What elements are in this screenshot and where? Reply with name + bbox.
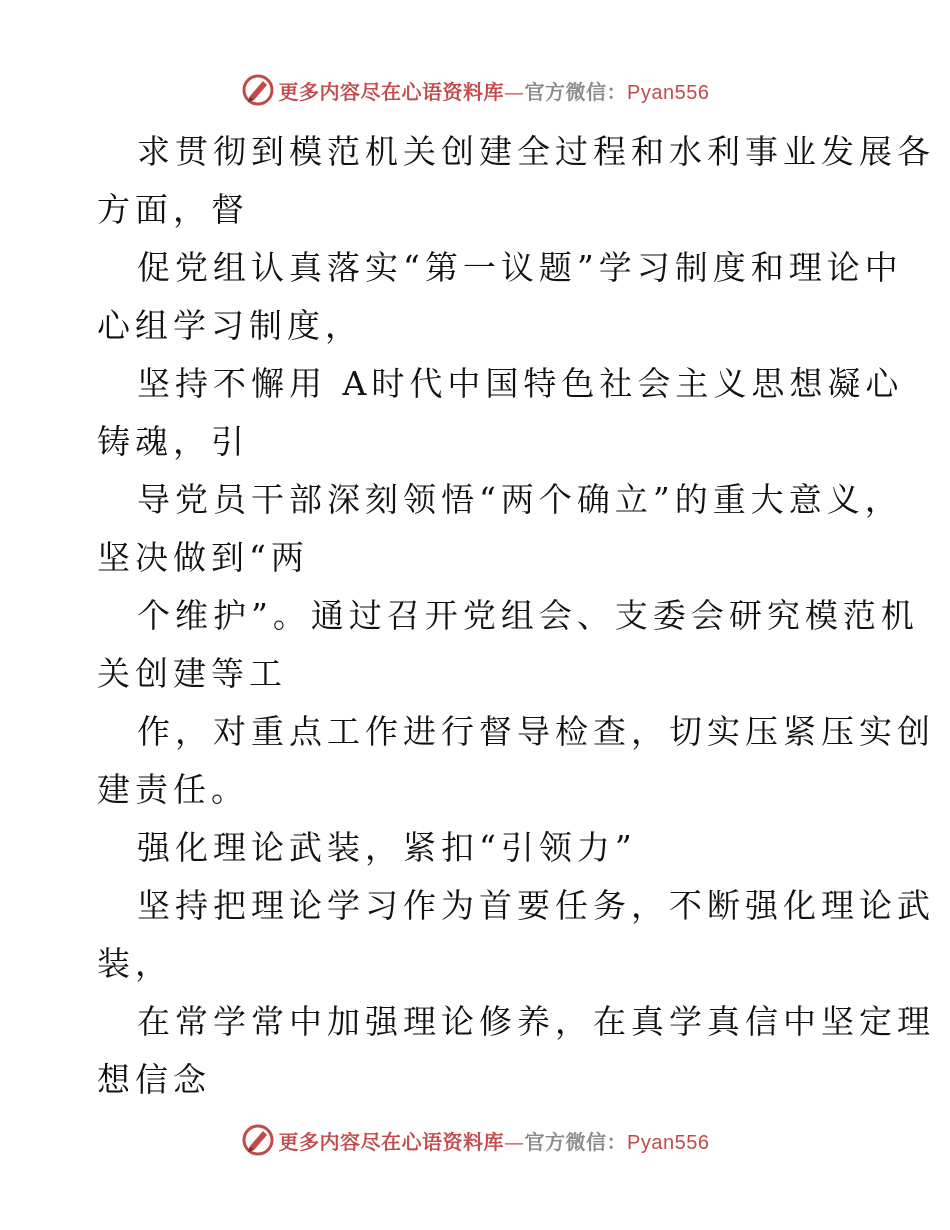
body-line: 求贯彻到模范机关创建全过程和水利事业发展各: [137, 132, 935, 171]
body-line: 坚持不懈用 A时代中国特色社会主义思想凝心: [137, 364, 904, 403]
header-banner: [0, 70, 950, 110]
header-slogan: [279, 76, 710, 105]
section-heading: 强化理论武装，紧扣“引领力”: [137, 828, 637, 867]
body-line: 建责任。: [97, 770, 249, 809]
body-line: 方面，督: [97, 190, 249, 229]
pen-logo-icon: [241, 73, 275, 107]
body-line: 想信念: [97, 1060, 211, 1099]
footer-slogan-main: 更多内容尽在心语资料库: [278, 1129, 505, 1154]
header-wechat-id: Pyan556: [627, 81, 710, 104]
body-line: 导党员干部深刻领悟“两个确立”的重大意义，: [137, 480, 903, 519]
body-line: 作，对重点工作进行督导检查，切实压紧压实创: [137, 712, 935, 751]
body-line: 在常学常中加强理论修养，在真学真信中坚定理: [137, 1002, 935, 1041]
body-line: 坚决做到“两: [97, 538, 309, 577]
body-line: 装，: [97, 944, 173, 983]
header-slogan-main: 更多内容尽在心语资料库: [278, 79, 505, 104]
header-slogan-wechat: 官方微信：: [524, 79, 628, 104]
body-line: 个维护”。通过召开党组会、支委会研究模范机: [137, 596, 919, 635]
pen-logo-icon: [241, 1123, 275, 1157]
footer-wechat-id: Pyan556: [627, 1131, 710, 1154]
footer-slogan-dash: —: [504, 1129, 525, 1154]
document-body: [97, 123, 935, 1109]
body-line: 关创建等工: [97, 654, 287, 693]
body-line: 坚持把理论学习作为首要任务，不断强化理论武: [137, 886, 935, 925]
header-slogan-dash: —: [504, 79, 525, 104]
footer-slogan: [279, 1126, 710, 1155]
body-line: 促党组认真落实“第一议题”学习制度和理论中: [137, 248, 903, 287]
footer-slogan-wechat: 官方微信：: [524, 1129, 628, 1154]
footer-banner: [0, 1120, 950, 1160]
body-line: 心组学习制度，: [97, 306, 363, 345]
body-line: 铸魂，引: [97, 422, 249, 461]
